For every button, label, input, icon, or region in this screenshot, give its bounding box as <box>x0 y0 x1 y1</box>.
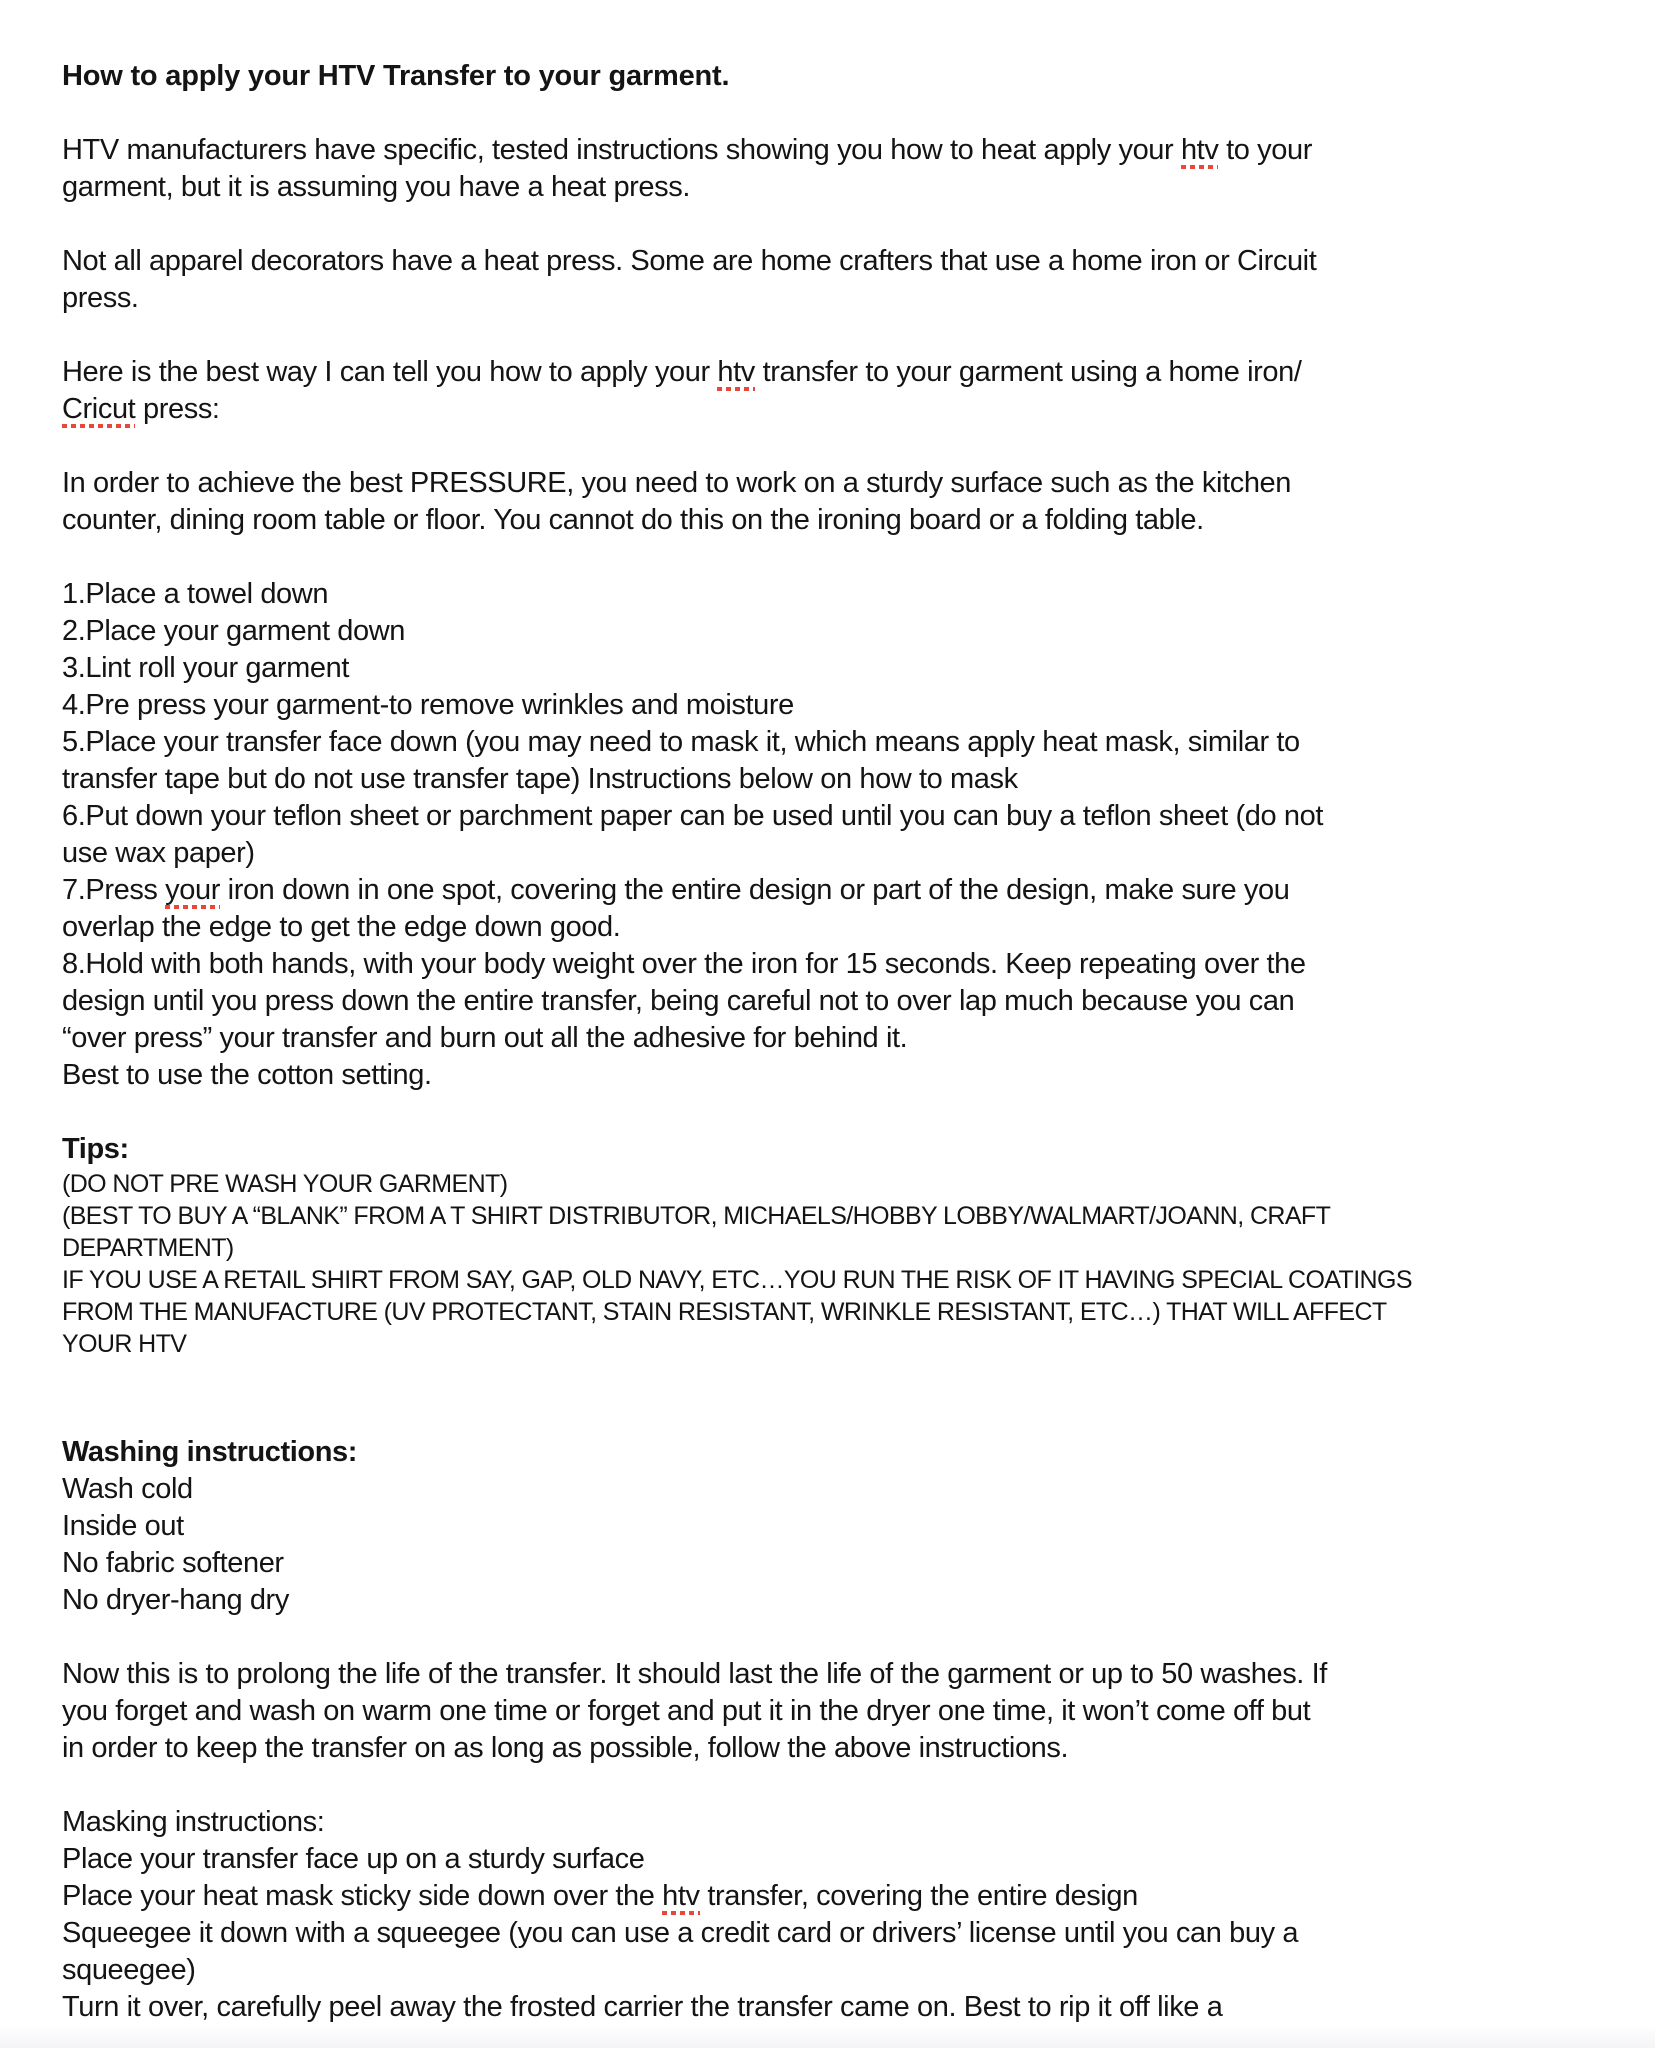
paragraph <box>62 1131 1605 1168</box>
text-line <box>62 1232 1605 1264</box>
text-line <box>62 58 1605 95</box>
text-line <box>62 1952 1605 1989</box>
text-segment: YOUR HTV <box>62 1330 187 1358</box>
text-line <box>62 502 1605 539</box>
paragraph <box>62 132 1605 206</box>
text-segment: Inside out <box>62 1510 184 1542</box>
paragraph <box>62 58 1605 95</box>
text-segment: design until you press down the entire transfer, being careful not to over lap much because you can <box>62 985 1295 1017</box>
text-line <box>62 1582 1605 1619</box>
paragraph <box>62 576 1605 1094</box>
text-segment: 8.Hold with both hands, with your body weight over the iron for 15 seconds. Keep repeating over the <box>62 948 1306 980</box>
text-line <box>62 835 1605 872</box>
text-segment: “over press” your transfer and burn out all the adhesive for behind it. <box>62 1022 908 1054</box>
paragraph-gap <box>62 428 1605 465</box>
text-line <box>62 761 1605 798</box>
text-line <box>62 354 1605 391</box>
paragraph <box>62 243 1605 317</box>
text-line <box>62 1545 1605 1582</box>
text-segment: in order to keep the transfer on as long as possible, follow the above instructions. <box>62 1732 1069 1764</box>
text-line <box>62 650 1605 687</box>
paragraph <box>62 1656 1605 1767</box>
bold-text: Washing instructions: <box>62 1436 358 1468</box>
text-segment: Wash cold <box>62 1473 193 1505</box>
paragraph-gap <box>62 206 1605 243</box>
text-segment: Best to use the cotton setting. <box>62 1059 432 1091</box>
text-segment: transfer, covering the entire design <box>699 1880 1138 1912</box>
text-segment: press. <box>62 282 139 314</box>
paragraph-gap <box>62 1619 1605 1656</box>
text-segment: press: <box>135 393 220 425</box>
text-segment: How to apply your HTV Transfer to your garment. <box>62 60 730 92</box>
text-line <box>62 724 1605 761</box>
paragraph-gap <box>62 539 1605 576</box>
footer-bar <box>0 2028 1655 2048</box>
text-line <box>62 1656 1605 1693</box>
text-line <box>62 391 1605 428</box>
text-segment: (DO NOT PRE WASH YOUR GARMENT) <box>62 1170 508 1198</box>
text-line <box>62 1328 1605 1360</box>
text-segment: Now this is to prolong the life of the transfer. It should last the life of the garment or up to 50 washes. If <box>62 1658 1327 1690</box>
text-segment: use wax paper) <box>62 837 255 869</box>
paragraph-gap <box>62 1767 1605 1804</box>
text-line <box>62 576 1605 613</box>
text-line <box>62 243 1605 280</box>
text-line <box>62 169 1605 206</box>
text-segment: garment, but it is assuming you have a heat press. <box>62 171 691 203</box>
misspelled-word: htv <box>717 356 755 391</box>
paragraph <box>62 354 1605 428</box>
text-line <box>62 983 1605 1020</box>
text-segment: Not all apparel decorators have a heat press. Some are home crafters that use a home iron or Circuit <box>62 245 1317 277</box>
text-segment: Masking instructions: <box>62 1806 325 1838</box>
misspelled-word: htv <box>1181 134 1219 169</box>
paragraph-gap <box>62 317 1605 354</box>
text-line <box>62 132 1605 169</box>
text-segment: Place your transfer face up on a sturdy surface <box>62 1843 645 1875</box>
text-segment: 1.Place a towel down <box>62 578 329 610</box>
text-segment: transfer tape but do not use transfer tape) Instructions below on how to mask <box>62 763 1018 795</box>
text-segment: 4.Pre press your garment-to remove wrinkles and moisture <box>62 689 794 721</box>
text-line <box>62 1131 1605 1168</box>
text-line <box>62 1804 1605 1841</box>
text-segment: overlap the edge to get the edge down good. <box>62 911 621 943</box>
text-line <box>62 1730 1605 1767</box>
document-content <box>62 58 1605 2048</box>
paragraph <box>62 1804 1605 2048</box>
text-line <box>62 1841 1605 1878</box>
text-line <box>62 798 1605 835</box>
text-line <box>62 1693 1605 1730</box>
text-line <box>62 1508 1605 1545</box>
text-segment: 2.Place your garment down <box>62 615 406 647</box>
text-line <box>62 1878 1605 1915</box>
text-segment: HTV manufacturers have specific, tested instructions showing you how to heat apply your <box>62 134 1181 166</box>
misspelled-word: htv <box>662 1880 700 1915</box>
text-line <box>62 1168 1605 1200</box>
text-segment: Place your heat mask sticky side down over the <box>62 1880 663 1912</box>
text-segment: FROM THE MANUFACTURE (UV PROTECTANT, STAIN RESISTANT, WRINKLE RESISTANT, ETC…) THAT WILL AFFECT <box>62 1298 1387 1326</box>
text-line <box>62 909 1605 946</box>
text-segment: (BEST TO BUY A “BLANK” FROM A T SHIRT DISTRIBUTOR, MICHAELS/HOBBY LOBBY/WALMART/JOANN, CRAFT <box>62 1202 1331 1230</box>
misspelled-word: your <box>165 874 220 909</box>
text-segment: 6.Put down your teflon sheet or parchment paper can be used until you can buy a teflon sheet (do not <box>62 800 1324 832</box>
text-line <box>62 1264 1605 1296</box>
text-segment: Squeegee it down with a squeegee (you can use a credit card or drivers’ license until you can buy a <box>62 1917 1299 1949</box>
paragraph-gap <box>62 1360 1605 1434</box>
text-segment: iron down in one spot, covering the entire design or part of the design, make sure you <box>220 874 1290 906</box>
text-segment: DEPARTMENT) <box>62 1234 234 1262</box>
text-segment: to your <box>1218 134 1312 166</box>
text-line <box>62 1471 1605 1508</box>
text-line <box>62 1057 1605 1094</box>
paragraph-gap <box>62 1094 1605 1131</box>
text-segment: 3.Lint roll your garment <box>62 652 349 684</box>
text-line <box>62 465 1605 502</box>
paragraph <box>62 1434 1605 1619</box>
text-line <box>62 872 1605 909</box>
text-line <box>62 1434 1605 1471</box>
text-segment: transfer to your garment using a home iron/ <box>754 356 1302 388</box>
text-segment: No fabric softener <box>62 1547 284 1579</box>
text-line <box>62 687 1605 724</box>
misspelled-word: Cricut <box>62 393 135 428</box>
text-segment: IF YOU USE A RETAIL SHIRT FROM SAY, GAP, OLD NAVY, ETC…YOU RUN THE RISK OF IT HAVING SPECIAL COATINGS <box>62 1266 1412 1294</box>
text-segment: No dryer-hang dry <box>62 1584 289 1616</box>
text-segment: squeegee) <box>62 1954 196 1986</box>
paragraph <box>62 1168 1605 1360</box>
text-line <box>62 613 1605 650</box>
text-segment: 7.Press <box>62 874 166 906</box>
text-segment: Here is the best way I can tell you how to apply your <box>62 356 718 388</box>
text-line <box>62 1296 1605 1328</box>
text-line <box>62 1989 1605 2026</box>
text-segment: In order to achieve the best PRESSURE, you need to work on a sturdy surface such as the kitchen <box>62 467 1292 499</box>
text-segment: Turn it over, carefully peel away the frosted carrier the transfer came on. Best to rip it off like a <box>62 1991 1223 2023</box>
text-line <box>62 1020 1605 1057</box>
paragraph-gap <box>62 95 1605 132</box>
text-line <box>62 1200 1605 1232</box>
text-line <box>62 946 1605 983</box>
text-line <box>62 280 1605 317</box>
text-line <box>62 1915 1605 1952</box>
text-segment: you forget and wash on warm one time or forget and put it in the dryer one time, it won’t come off but <box>62 1695 1311 1727</box>
text-segment: 5.Place your transfer face down (you may need to mask it, which means apply heat mask, similar to <box>62 726 1300 758</box>
bold-text: Tips: <box>62 1133 129 1165</box>
text-segment: counter, dining room table or floor. You cannot do this on the ironing board or a folding table. <box>62 504 1204 536</box>
paragraph <box>62 465 1605 539</box>
